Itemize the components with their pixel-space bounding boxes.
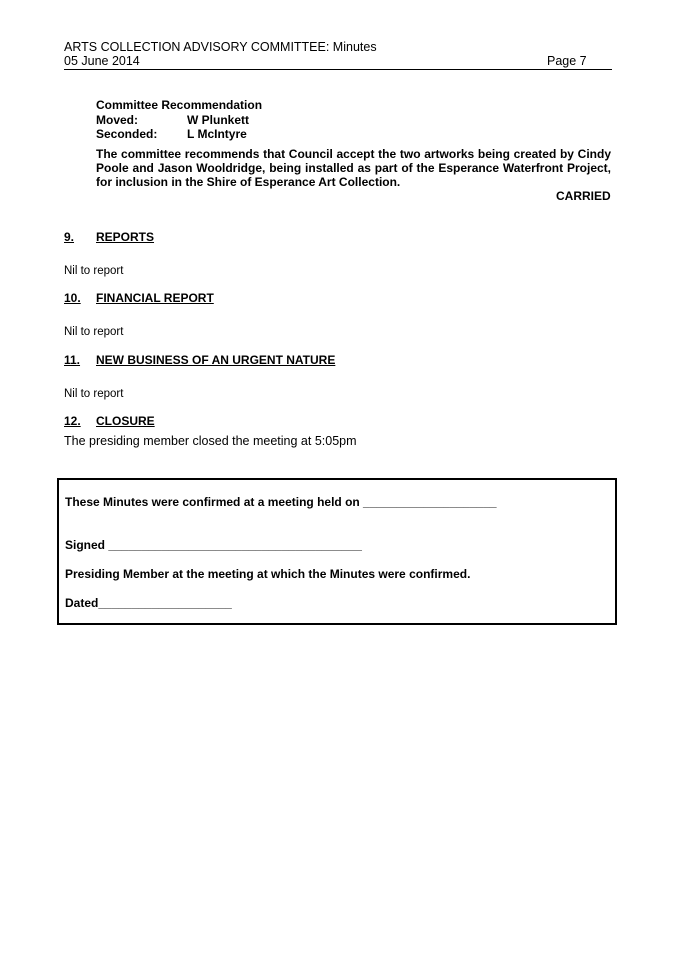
page-number: Page 7 — [547, 54, 587, 68]
closure-text: The presiding member closed the meeting at 5:05pm — [64, 434, 357, 448]
recommendation-heading: Committee Recommendation — [96, 98, 263, 112]
moved-name: W Plunkett — [187, 113, 249, 127]
section-title: REPORTS — [96, 230, 155, 244]
section-body: Nil to report — [64, 265, 124, 277]
section-number: 10. — [64, 291, 81, 305]
section-body: Nil to report — [64, 388, 124, 400]
carried-status: CARRIED — [556, 189, 611, 203]
recommendation-text: The committee recommends that Council accept the two artworks being created by Cindy Poole and Jason Wooldridge, being installed as part of the Esperance Waterfront Project, for inclusion in the Shire of Esperance Art Collection. — [96, 147, 611, 189]
moved-label: Moved: — [96, 113, 138, 127]
dated-line: Dated____________________ — [65, 596, 232, 610]
seconded-label: Seconded: — [96, 127, 158, 141]
section-number: 12. — [64, 414, 81, 428]
seconded-name: L McIntyre — [187, 127, 247, 141]
signed-line: Signed ______________________________________ — [65, 538, 362, 552]
section-title: CLOSURE — [96, 414, 155, 428]
presiding-member-line: Presiding Member at the meeting at which the Minutes were confirmed. — [65, 567, 471, 581]
document-title: ARTS COLLECTION ADVISORY COMMITTEE: Minutes — [64, 40, 377, 54]
header-rule — [64, 69, 612, 70]
section-title: FINANCIAL REPORT — [96, 291, 214, 305]
section-number: 11. — [64, 353, 81, 367]
section-number: 9. — [64, 230, 75, 244]
confirmed-at-line: These Minutes were confirmed at a meeting held on ____________________ — [65, 495, 497, 509]
section-title: NEW BUSINESS OF AN URGENT NATURE — [96, 353, 336, 367]
meeting-date: 05 June 2014 — [64, 54, 140, 68]
section-body: Nil to report — [64, 326, 124, 338]
